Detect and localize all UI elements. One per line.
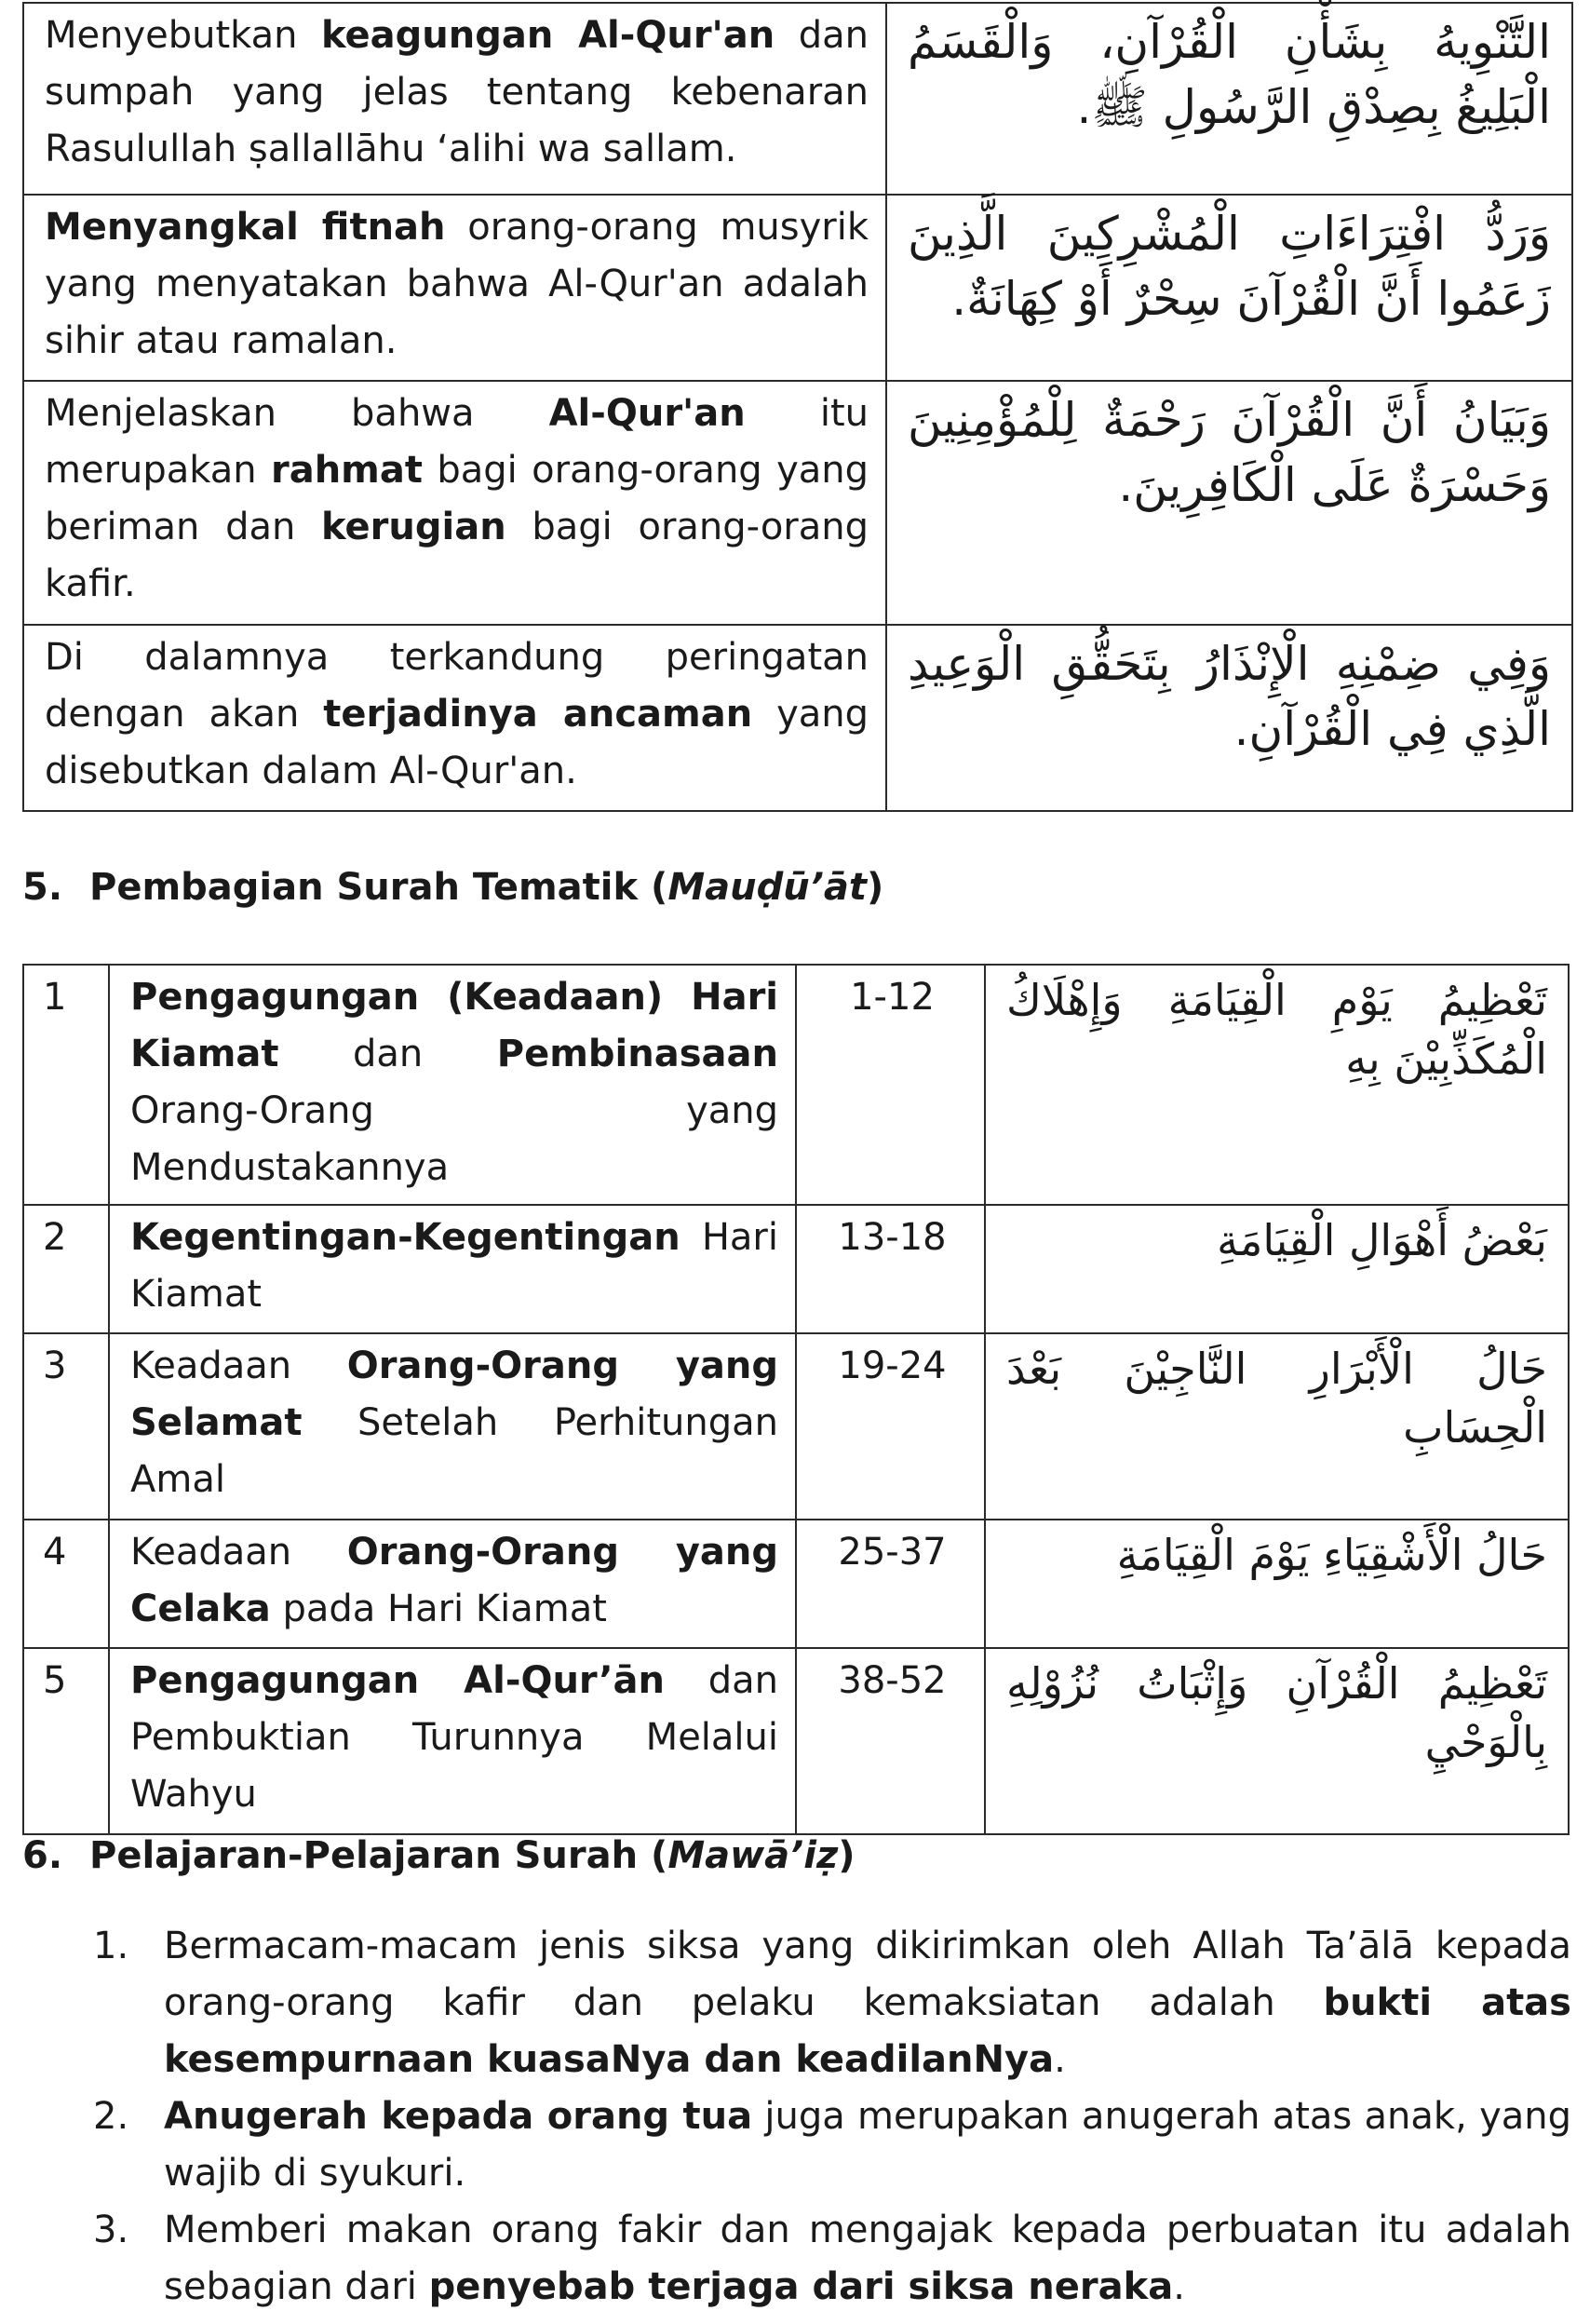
section-number: 5. xyxy=(22,866,63,909)
table-row xyxy=(23,1205,1569,1333)
theme-arabic: تَعْظِيمُ الْقُرْآنِ وَإِثْبَاتُ نُزُوْلِهِ بِالْوَحْيِ xyxy=(985,1648,1569,1834)
theme-ayat: 38-52 xyxy=(796,1648,985,1834)
bold-text: Orang-Orang yang Selamat xyxy=(130,1344,778,1444)
list-item xyxy=(93,2202,1571,2316)
list-number: 2. xyxy=(93,2095,129,2138)
theme-arabic: حَالُ الْأَشْقِيَاءِ يَوْمَ الْقِيَامَةِ xyxy=(985,1520,1569,1648)
section-title-end: ) xyxy=(838,1834,856,1877)
theme-arabic: بَعْضُ أَهْوَالِ الْقِيَامَةِ xyxy=(985,1205,1569,1333)
section-title-italic: Mauḍū’āt xyxy=(667,866,868,909)
list-text: Bermacam-macam jenis siksa yang dikirimkan oleh Allah Ta’ālā kepada orang-orang kafir dan pelaku kemaksiatan adalah bukti atas kesempurnaan kuasaNya dan keadilanNya. xyxy=(164,1925,1571,2081)
intro-desc: Menyangkal fitnah orang-orang musyrik yang menyatakan bahwa Al-Qur'an adalah sihir atau ramalan. xyxy=(23,195,886,381)
bold-text: Anugerah kepada orang tua xyxy=(164,2095,753,2138)
theme-arabic: حَالُ الْأَبْرَارِ النَّاجِيْنَ بَعْدَ الْحِسَابِ xyxy=(985,1333,1569,1520)
list-text: Anugerah kepada orang tua juga merupakan anugerah atas anak, yang wajib di syukuri. xyxy=(164,2095,1571,2195)
theme-number: 2 xyxy=(23,1205,109,1333)
lessons-list xyxy=(93,1918,1571,2316)
bold-text: Pengagungan Al-Qur’ān xyxy=(130,1659,666,1702)
section-title-italic: Mawā’iẓ xyxy=(667,1834,839,1877)
bold-text: Orang-Orang yang Celaka xyxy=(130,1531,778,1630)
bold-text: Kegentingan-Kegentingan xyxy=(130,1216,680,1259)
table-row xyxy=(23,965,1569,1205)
theme-desc: Keadaan Orang-Orang yang Selamat Setelah Perhitungan Amal xyxy=(109,1333,796,1520)
intro-desc: Di dalamnya terkandung peringatan dengan akan terjadinya ancaman yang disebutkan dalam Al-Qur'an. xyxy=(23,625,886,811)
list-item xyxy=(93,1918,1571,2088)
table-row xyxy=(23,195,1572,381)
section-title: Pelajaran-Pelajaran Surah ( xyxy=(89,1834,668,1877)
intro-arabic: التَّنْوِيهُ بِشَأْنِ الْقُرْآنِ، وَالْقَسَمُ الْبَلِيغُ بِصِدْقِ الرَّسُولِ ﷺ. xyxy=(886,3,1572,195)
theme-number: 3 xyxy=(23,1333,109,1520)
section-number: 6. xyxy=(22,1834,63,1877)
theme-desc: Keadaan Orang-Orang yang Celaka pada Hari Kiamat xyxy=(109,1520,796,1648)
themes-table xyxy=(22,964,1570,1835)
bold-text: kerugian xyxy=(321,506,506,548)
intro-arabic: وَبَيَانُ أَنَّ الْقُرْآنَ رَحْمَةٌ لِلْمُؤْمِنِينَ وَحَسْرَةٌ عَلَى الْكَافِرِينَ. xyxy=(886,381,1572,625)
table-row xyxy=(23,3,1572,195)
section-6-heading xyxy=(22,1830,856,1882)
theme-ayat: 13-18 xyxy=(796,1205,985,1333)
bold-text: Al-Qur'an xyxy=(548,392,746,435)
section-title-end: ) xyxy=(867,866,884,909)
table-row xyxy=(23,1520,1569,1648)
table-row xyxy=(23,1648,1569,1834)
list-text: Memberi makan orang fakir dan mengajak kepada perbuatan itu adalah sebagian dari penyebab terjaga dari siksa neraka. xyxy=(164,2209,1571,2308)
bold-text: Pengagungan (Keadaan) Hari Kiamat xyxy=(130,976,778,1075)
list-number: 3. xyxy=(93,2209,129,2251)
section-5-heading xyxy=(22,861,883,913)
bold-text: terjadinya ancaman xyxy=(323,693,753,736)
intro-arabic: وَفِي ضِمْنِهِ الْإِنْذَارُ بِتَحَقُّقِ الْوَعِيدِ الَّذِي فِي الْقُرْآنِ. xyxy=(886,625,1572,811)
table-row xyxy=(23,381,1572,625)
theme-number: 4 xyxy=(23,1520,109,1648)
list-number: 1. xyxy=(93,1925,129,1967)
theme-desc: Pengagungan (Keadaan) Hari Kiamat dan Pembinasaan Orang-Orang yang Mendustakannya xyxy=(109,965,796,1205)
intro-desc: Menjelaskan bahwa Al-Qur'an itu merupakan rahmat bagi orang-orang yang beriman dan kerugian bagi orang-orang kafir. xyxy=(23,381,886,625)
bold-text: penyebab terjaga dari siksa neraka xyxy=(428,2265,1174,2308)
section-title: Pembagian Surah Tematik ( xyxy=(89,866,668,909)
list-item xyxy=(93,2088,1571,2202)
theme-ayat: 25-37 xyxy=(796,1520,985,1648)
theme-desc: Kegentingan-Kegentingan Hari Kiamat xyxy=(109,1205,796,1333)
intro-desc: Menyebutkan keagungan Al-Qur'an dan sumpah yang jelas tentang kebenaran Rasulullah ṣallallāhu ‘alihi wa sallam. xyxy=(23,3,886,195)
theme-arabic: تَعْظِيمُ يَوْمِ الْقِيَامَةِ وَإِهْلَاكُ الْمُكَذِّبِيْنَ بِهِ xyxy=(985,965,1569,1205)
intro-table xyxy=(22,2,1573,812)
theme-number: 5 xyxy=(23,1648,109,1834)
theme-ayat: 19-24 xyxy=(796,1333,985,1520)
intro-arabic: وَرَدُّ افْتِرَاءَاتِ الْمُشْرِكِينَ الَّذِينَ زَعَمُوا أَنَّ الْقُرْآنَ سِحْرٌ أَوْ كِهَانَةٌ. xyxy=(886,195,1572,381)
theme-desc: Pengagungan Al-Qur’ān dan Pembuktian Turunnya Melalui Wahyu xyxy=(109,1648,796,1834)
bold-text: rahmat xyxy=(270,449,423,492)
table-row xyxy=(23,625,1572,811)
bold-text: Pembinasaan xyxy=(496,1033,778,1075)
bold-text: bukti atas kesempurnaan kuasaNya dan keadilanNya xyxy=(164,1981,1571,2081)
bold-text: Menyangkal fitnah xyxy=(45,206,446,249)
theme-ayat: 1-12 xyxy=(796,965,985,1205)
bold-text: keagungan Al-Qur'an xyxy=(321,14,775,57)
table-row xyxy=(23,1333,1569,1520)
theme-number: 1 xyxy=(23,965,109,1205)
